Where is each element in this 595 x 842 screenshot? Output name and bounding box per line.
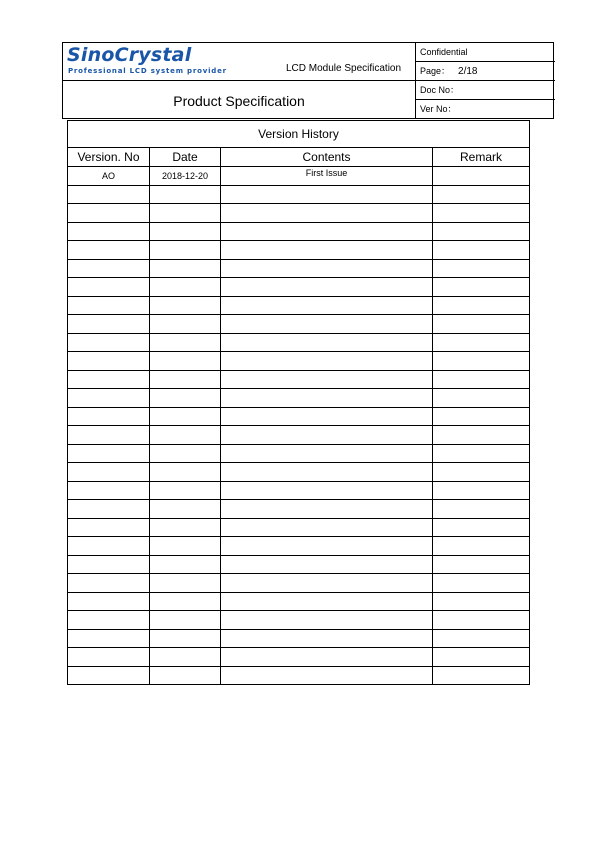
date-cell [150,574,221,593]
version-cell [68,648,150,667]
contents-cell [221,537,433,556]
doc-info-column [415,43,554,119]
remark-cell [433,333,530,352]
table-row [68,315,530,334]
table-row [68,611,530,630]
contents-cell [221,555,433,574]
contents-cell [221,500,433,519]
remark-cell [433,463,530,482]
version-cell [68,315,150,334]
date-cell [150,333,221,352]
remark-cell [433,574,530,593]
table-row [68,222,530,241]
table-row [68,296,530,315]
table-row [68,167,530,186]
version-cell [68,407,150,426]
contents-cell [221,185,433,204]
contents-cell [221,241,433,260]
version-cell [68,666,150,685]
table-row [68,500,530,519]
contents-cell [221,426,433,445]
remark-cell [433,648,530,667]
table-row [68,426,530,445]
version-cell [68,389,150,408]
contents-cell [221,592,433,611]
version-cell [68,296,150,315]
table-row [68,389,530,408]
contents-cell [221,315,433,334]
date-cell [150,241,221,260]
remark-cell [433,500,530,519]
remark-cell [433,611,530,630]
contents-cell [221,629,433,648]
remark-cell [433,315,530,334]
date-cell [150,389,221,408]
version-cell [68,500,150,519]
contents-cell [221,666,433,685]
remark-cell [433,278,530,297]
contents-cell [221,407,433,426]
company-tagline: Professional LCD system provider [68,67,227,75]
date-cell [150,278,221,297]
table-title-row [68,121,530,148]
date-cell [150,481,221,500]
table-row [68,444,530,463]
ver-no-label: Ver No： [420,104,457,114]
remark-cell [433,241,530,260]
table-row [68,666,530,685]
remark-cell [433,444,530,463]
remark-cell [433,518,530,537]
remark-cell [433,296,530,315]
version-cell [68,278,150,297]
version-cell [68,204,150,223]
version-cell [68,444,150,463]
table-row [68,481,530,500]
table-row [68,185,530,204]
version-cell [68,611,150,630]
page-info [416,62,555,81]
contents-cell [221,611,433,630]
version-cell [68,352,150,371]
table-row [68,352,530,371]
remark-cell [433,666,530,685]
version-cell [68,259,150,278]
date-cell [150,648,221,667]
version-cell: AO [68,167,150,186]
date-cell [150,518,221,537]
version-cell [68,592,150,611]
date-cell [150,204,221,223]
table-row [68,278,530,297]
date-cell [150,444,221,463]
date-cell [150,315,221,334]
version-cell [68,333,150,352]
module-title: LCD Module Specification [286,63,402,74]
contents-cell [221,222,433,241]
version-cell [68,574,150,593]
doc-no-label: Doc No： [416,81,555,100]
date-cell [150,500,221,519]
table-row [68,204,530,223]
contents-cell [221,574,433,593]
contents-cell [221,389,433,408]
contents-cell [221,333,433,352]
version-cell [68,537,150,556]
remark-cell [433,555,530,574]
remark-cell [433,222,530,241]
version-cell [68,222,150,241]
product-title: Product Specification [173,93,305,109]
table-row [68,555,530,574]
table-row [68,592,530,611]
remark-cell [433,167,530,186]
document-header [62,42,554,119]
remark-cell [433,259,530,278]
table-row [68,463,530,482]
contents-cell [221,444,433,463]
contents-cell [221,259,433,278]
date-cell [150,296,221,315]
contents-cell [221,648,433,667]
contents-cell [221,352,433,371]
date-cell [150,370,221,389]
date-cell [150,592,221,611]
remark-cell [433,352,530,371]
table-header-row [68,148,530,167]
remark-cell [433,481,530,500]
date-cell: 2018-12-20 [150,167,221,186]
column-header-remark: Remark [433,148,530,167]
table-row [68,333,530,352]
date-cell [150,185,221,204]
version-cell [68,555,150,574]
version-history-table [67,120,530,685]
date-cell [150,463,221,482]
remark-cell [433,204,530,223]
column-header-version: Version. No [68,148,150,167]
table-row [68,648,530,667]
remark-cell [433,537,530,556]
contents-cell [221,204,433,223]
version-cell [68,463,150,482]
table-row [68,537,530,556]
version-cell [68,370,150,389]
column-header-date: Date [150,148,221,167]
date-cell [150,352,221,371]
table-row [68,370,530,389]
table-row [68,407,530,426]
company-logo: SinoCrystal [67,44,192,66]
column-header-contents: Contents [221,148,433,167]
remark-cell [433,407,530,426]
version-cell [68,629,150,648]
version-cell [68,481,150,500]
remark-cell [433,185,530,204]
table-row [68,241,530,260]
date-cell [150,555,221,574]
date-cell [150,537,221,556]
table-row [68,518,530,537]
remark-cell [433,370,530,389]
contents-cell [221,296,433,315]
date-cell [150,407,221,426]
date-cell [150,611,221,630]
logo-cell [63,43,415,81]
remark-cell [433,629,530,648]
page-value: 2/18 [458,66,478,77]
date-cell [150,666,221,685]
contents-cell [221,278,433,297]
date-cell [150,222,221,241]
date-cell [150,629,221,648]
date-cell [150,426,221,445]
remark-cell [433,592,530,611]
remark-cell [433,389,530,408]
contents-cell [221,370,433,389]
contents-cell [221,518,433,537]
version-cell [68,518,150,537]
remark-cell [433,426,530,445]
contents-cell [221,481,433,500]
version-history-title: Version History [68,121,530,148]
version-cell [68,426,150,445]
table-row [68,574,530,593]
confidential-label: Confidential [416,43,555,62]
page-label: Page： [420,66,451,76]
version-cell [68,185,150,204]
table-row [68,259,530,278]
table-row [68,629,530,648]
product-title-cell [63,81,415,119]
date-cell [150,259,221,278]
contents-cell [221,463,433,482]
contents-cell: First Issue [221,167,433,186]
version-cell [68,241,150,260]
